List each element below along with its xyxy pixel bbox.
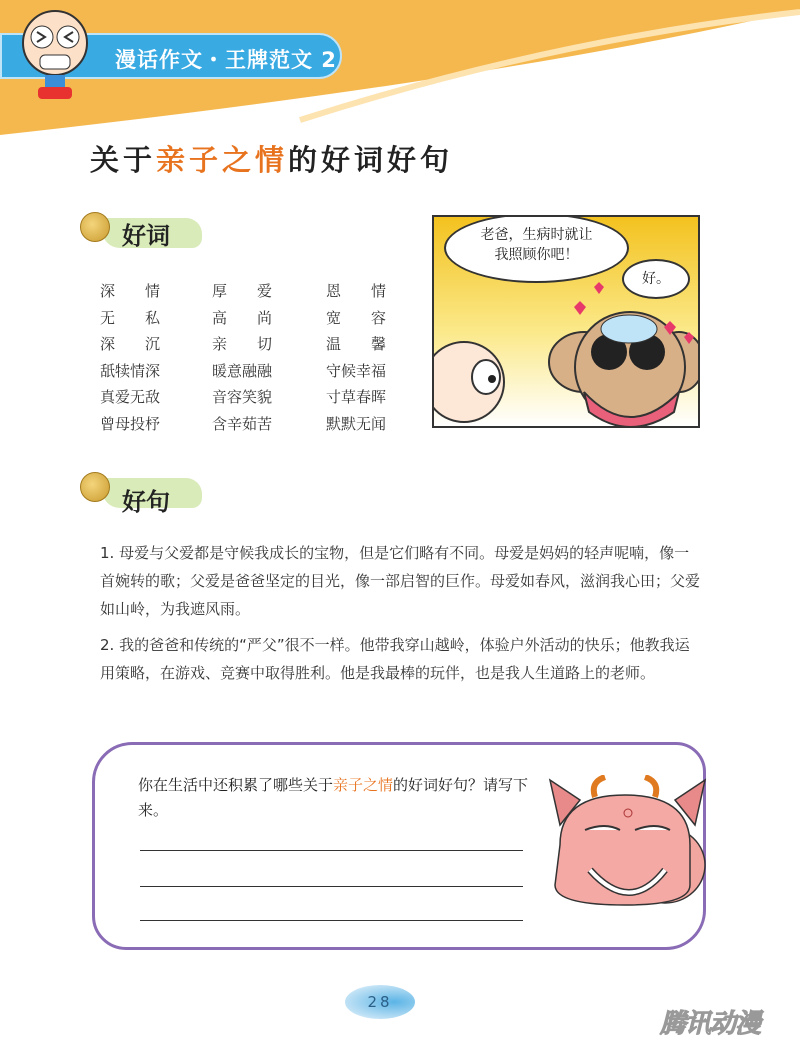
word-item: 深 沉 <box>100 335 161 353</box>
word-item: 高 尚 <box>212 308 273 327</box>
comic-panel <box>432 215 700 428</box>
word-item: 真爱无敌 <box>100 388 161 406</box>
prompt-prefix: 你在生活中还积累了哪些关于 <box>138 776 334 794</box>
word-item: 深 情 <box>100 282 161 300</box>
writing-line[interactable] <box>140 886 523 887</box>
sentences-section-label: 好句 <box>122 488 170 516</box>
word-item: 默默无闻 <box>326 414 387 433</box>
writing-line[interactable] <box>140 850 523 851</box>
prompt-suffix: 的好词好句？请写下来。 <box>138 776 529 819</box>
coin-icon <box>80 472 110 502</box>
word-item: 守候幸福 <box>326 361 387 380</box>
watermark: 腾讯动漫 <box>660 1009 761 1039</box>
series-title: 漫话作文・王牌范文 2 <box>115 48 337 72</box>
word-item: 亲 切 <box>212 335 273 353</box>
word-item: 恩 情 <box>326 282 387 300</box>
title-prefix: 关于 <box>90 143 157 177</box>
title-highlight: 亲子之情 <box>156 143 289 177</box>
page-number: 28 <box>345 985 415 1019</box>
sentence-1: 1. 母爱与父爱都是守候我成长的宝物，但是它们略有不同。母爱是妈妈的轻声呢喃，像一首婉转的歌；父爱是爸爸坚定的目光，像一部启智的巨作。母爱如春风，滋润我心田；父爱如山岭，为我遮风雨。 <box>100 544 701 618</box>
exercise-prompt <box>138 773 538 823</box>
word-item: 无 私 <box>100 308 161 327</box>
word-item: 暖意融融 <box>212 361 273 380</box>
coin-icon <box>80 212 110 242</box>
word-item: 曾母投杼 <box>100 414 161 433</box>
words-section-header <box>80 212 220 252</box>
word-item: 寸草春晖 <box>326 388 387 406</box>
words-section-label: 好词 <box>122 222 170 250</box>
word-item: 温 馨 <box>326 335 387 353</box>
sentences-section-header <box>80 472 220 516</box>
speech-bubble-child: 老爸，生病时就让我照顾你吧！ <box>444 215 629 283</box>
word-item: 舐犊情深 <box>100 361 161 380</box>
sentence-2: 2. 我的爸爸和传统的“严父”很不一样。他带我穿山越岭，体验户外活动的快乐；他教我运用策略，在游戏、竞赛中取得胜利。他是我最棒的玩伴，也是我人生道路上的老师。 <box>100 636 690 682</box>
word-item: 宽 容 <box>326 308 387 327</box>
mascot-boy-icon <box>10 5 105 110</box>
comic-characters-illustration <box>434 217 700 428</box>
word-item: 含辛茹苦 <box>212 414 273 433</box>
title-suffix: 的好词好句 <box>288 143 454 177</box>
page-title <box>90 138 453 179</box>
writing-line[interactable] <box>140 920 523 921</box>
speech-bubble-dad: 好。 <box>622 259 690 299</box>
monster-mascot-icon <box>540 775 710 920</box>
word-item: 厚 爱 <box>212 282 273 300</box>
word-item: 音容笑貌 <box>212 388 273 406</box>
prompt-highlight: 亲子之情 <box>333 776 394 794</box>
